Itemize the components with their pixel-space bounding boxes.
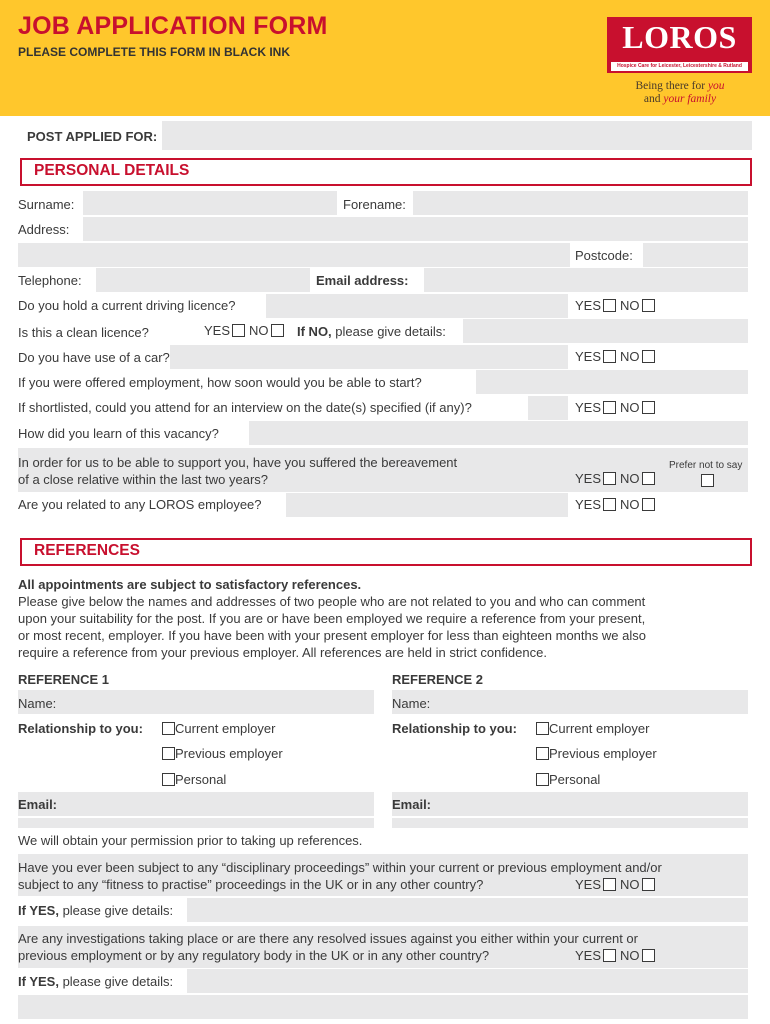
email-label: Email address: (316, 273, 409, 288)
yes-label: YES (575, 349, 602, 364)
interview-yesno (575, 400, 659, 415)
related-field (286, 493, 568, 517)
no-label: NO (620, 877, 640, 892)
address-input-line2[interactable] (18, 243, 570, 267)
if-yes-bold: If YES, (18, 903, 59, 918)
learn-question: How did you learn of this vacancy? (18, 426, 219, 441)
interview-no-checkbox[interactable] (642, 401, 655, 414)
address-input-line1[interactable] (83, 217, 748, 241)
learn-input[interactable] (249, 421, 748, 445)
disciplinary-if-yes-label (18, 903, 173, 918)
reference-1-personal-option[interactable] (162, 772, 226, 787)
logo-tagline (600, 80, 760, 106)
disciplinary-yes-checkbox[interactable] (603, 878, 616, 891)
start-question: If you were offered employment, how soon would you be able to start? (18, 375, 422, 390)
forename-label: Forename: (343, 197, 406, 212)
reference-2-email-label: Email: (392, 797, 432, 812)
surname-label: Surname: (18, 197, 75, 212)
driving-no-checkbox[interactable] (642, 299, 655, 312)
reference-1-name-input[interactable] (18, 690, 374, 714)
reference-1-previous-checkbox[interactable] (162, 747, 175, 760)
postcode-input[interactable] (643, 243, 748, 267)
reference-2-name-label: Name: (392, 696, 431, 711)
bereavement-line: In order for us to be able to support you, have you suffered the bereavement (18, 455, 458, 470)
driving-licence-field (266, 294, 568, 318)
forename-input[interactable] (413, 191, 748, 215)
option-label: Previous employer (549, 746, 657, 761)
surname-input[interactable] (83, 191, 337, 215)
driving-yes-checkbox[interactable] (603, 299, 616, 312)
address-label: Address: (18, 222, 70, 237)
post-applied-label: POST APPLIED FOR: (27, 129, 158, 144)
option-label: Previous employer (175, 746, 283, 761)
interview-yes-checkbox[interactable] (603, 401, 616, 414)
no-label: NO (620, 298, 640, 313)
disciplinary-line: subject to any “fitness to practise” proceedings in the UK or in any other country? (18, 877, 484, 892)
yes-label: YES (575, 400, 602, 415)
if-yes-bold: If YES, (18, 974, 59, 989)
references-intro-bold: All appointments are subject to satisfactory references. (18, 577, 362, 592)
investigations-if-yes-label (18, 974, 173, 989)
clean-licence-question: Is this a clean licence? (18, 325, 149, 340)
bereavement-no-checkbox[interactable] (642, 472, 655, 485)
bereavement-line: of a close relative within the last two years? (18, 472, 269, 487)
disciplinary-question (18, 859, 662, 893)
reference-2-email-input[interactable] (392, 792, 748, 816)
investigations-no-checkbox[interactable] (642, 949, 655, 962)
reference-1-name-label: Name: (18, 696, 57, 711)
related-yesno (575, 497, 659, 512)
loros-logo (607, 17, 752, 73)
yes-label: YES (575, 948, 602, 963)
car-yesno (575, 349, 659, 364)
reference-2-title: REFERENCE 2 (392, 672, 484, 687)
reference-1-previous-option[interactable] (162, 746, 283, 761)
bereavement-question (18, 454, 457, 488)
form-subtitle: PLEASE COMPLETE THIS FORM IN BLACK INK (18, 45, 291, 59)
investigations-yes-checkbox[interactable] (603, 949, 616, 962)
personal-details-header (20, 158, 752, 186)
prefer-not-label: Prefer not to say (669, 460, 743, 471)
option-label: Personal (175, 772, 227, 787)
references-intro-line: Please give below the names and addresses of two people who are not related to you and who can comment (18, 594, 646, 609)
car-no-checkbox[interactable] (642, 350, 655, 363)
reference-1-title: REFERENCE 1 (18, 672, 110, 687)
reference-1-email-input[interactable] (18, 792, 374, 816)
option-label: Personal (549, 772, 601, 787)
tagline-emphasis: you (707, 80, 725, 92)
disciplinary-line: Have you ever been subject to any “disciplinary proceedings” within your current or previous employment and/or (18, 860, 662, 875)
postcode-label: Postcode: (575, 248, 633, 263)
if-yes-rest: please give details: (58, 974, 174, 989)
investigations-line: Are any investigations taking place or are there any resolved issues against you either within your current or (18, 931, 638, 946)
driving-licence-yesno (575, 298, 659, 313)
interview-question: If shortlisted, could you attend for an interview on the date(s) specified (if any)? (18, 400, 472, 415)
car-question: Do you have use of a car? (18, 350, 170, 365)
telephone-label: Telephone: (18, 273, 82, 288)
tagline-text: and (643, 93, 664, 105)
yes-label: YES (575, 877, 602, 892)
option-label: Current employer (549, 721, 650, 736)
related-question: Are you related to any LOROS employee? (18, 497, 262, 512)
disciplinary-no-checkbox[interactable] (642, 878, 655, 891)
if-yes-rest: please give details: (58, 903, 174, 918)
telephone-input[interactable] (96, 268, 310, 292)
reference-2-personal-checkbox[interactable] (536, 773, 549, 786)
investigations-yesno (575, 948, 659, 963)
reference-2-extra-field (392, 818, 748, 828)
yes-label: YES (204, 323, 231, 338)
references-intro-line: or most recent, employer. If you have been with your present employer for less than eighteen months we also (18, 628, 646, 643)
references-intro-line: require a reference from your previous employer. All references are held in strict confidence. (18, 645, 547, 660)
tagline-text: Being there for (635, 80, 708, 92)
investigations-details-input-2[interactable] (18, 995, 748, 1019)
clean-licence-yesno (204, 323, 288, 338)
start-input[interactable] (476, 370, 748, 394)
investigations-details-input[interactable] (187, 969, 748, 993)
yes-label: YES (575, 497, 602, 512)
clean-no-checkbox[interactable] (271, 324, 284, 337)
reference-2-relationship-label: Relationship to you: (392, 721, 517, 736)
bereavement-yes-checkbox[interactable] (603, 472, 616, 485)
reference-2-previous-checkbox[interactable] (536, 747, 549, 760)
clean-licence-details-input[interactable] (463, 319, 748, 343)
no-label: NO (620, 349, 640, 364)
yes-label: YES (575, 471, 602, 486)
personal-details-title: PERSONAL DETAILS (34, 162, 190, 179)
bereavement-yesno (575, 471, 659, 486)
reference-1-email-label: Email: (18, 797, 58, 812)
reference-2-previous-option[interactable] (536, 746, 657, 761)
car-yes-checkbox[interactable] (603, 350, 616, 363)
interview-field (528, 396, 568, 420)
logo-text: LOROS (622, 19, 737, 55)
no-label: NO (249, 323, 269, 338)
yes-label: YES (575, 298, 602, 313)
email-input[interactable] (424, 268, 748, 292)
related-no-checkbox[interactable] (642, 498, 655, 511)
disciplinary-yesno (575, 877, 659, 892)
prefer-not-checkbox-wrap (701, 472, 714, 490)
reference-1-extra-field (18, 818, 374, 828)
reference-1-personal-checkbox[interactable] (162, 773, 175, 786)
option-label: Current employer (175, 721, 276, 736)
investigations-line: previous employment or by any regulatory body in the UK or in any other country? (18, 948, 490, 963)
no-label: NO (620, 948, 640, 963)
if-no-bold: If NO, (297, 324, 332, 339)
references-title: REFERENCES (34, 542, 140, 559)
car-field (170, 345, 568, 369)
related-yes-checkbox[interactable] (603, 498, 616, 511)
reference-1-current-option[interactable] (162, 721, 275, 736)
form-title: JOB APPLICATION FORM (18, 12, 328, 40)
reference-1-relationship-label: Relationship to you: (18, 721, 143, 736)
reference-2-current-option[interactable] (536, 721, 649, 736)
reference-1-current-checkbox[interactable] (162, 722, 175, 735)
prefer-not-checkbox[interactable] (701, 474, 714, 487)
references-header (20, 538, 752, 566)
logo-strapline: Hospice Care for Leicester, Leicestershire & Rutland (611, 62, 748, 71)
driving-licence-question: Do you hold a current driving licence? (18, 298, 236, 313)
reference-2-current-checkbox[interactable] (536, 722, 549, 735)
references-intro-line: upon your suitability for the post. If you are or have been employed we require a reference from your present, (18, 611, 646, 626)
tagline-emphasis: your family (663, 93, 717, 105)
if-no-details-label (297, 324, 446, 339)
if-no-rest: please give details: (331, 324, 446, 339)
post-applied-input[interactable] (162, 121, 752, 150)
investigations-question (18, 930, 638, 964)
disciplinary-details-input[interactable] (187, 898, 748, 922)
no-label: NO (620, 497, 640, 512)
references-intro (18, 576, 753, 661)
reference-2-personal-option[interactable] (536, 772, 600, 787)
reference-2-name-input[interactable] (392, 690, 748, 714)
no-label: NO (620, 400, 640, 415)
clean-yes-checkbox[interactable] (232, 324, 245, 337)
permission-note: We will obtain your permission prior to taking up references. (18, 833, 363, 848)
no-label: NO (620, 471, 640, 486)
